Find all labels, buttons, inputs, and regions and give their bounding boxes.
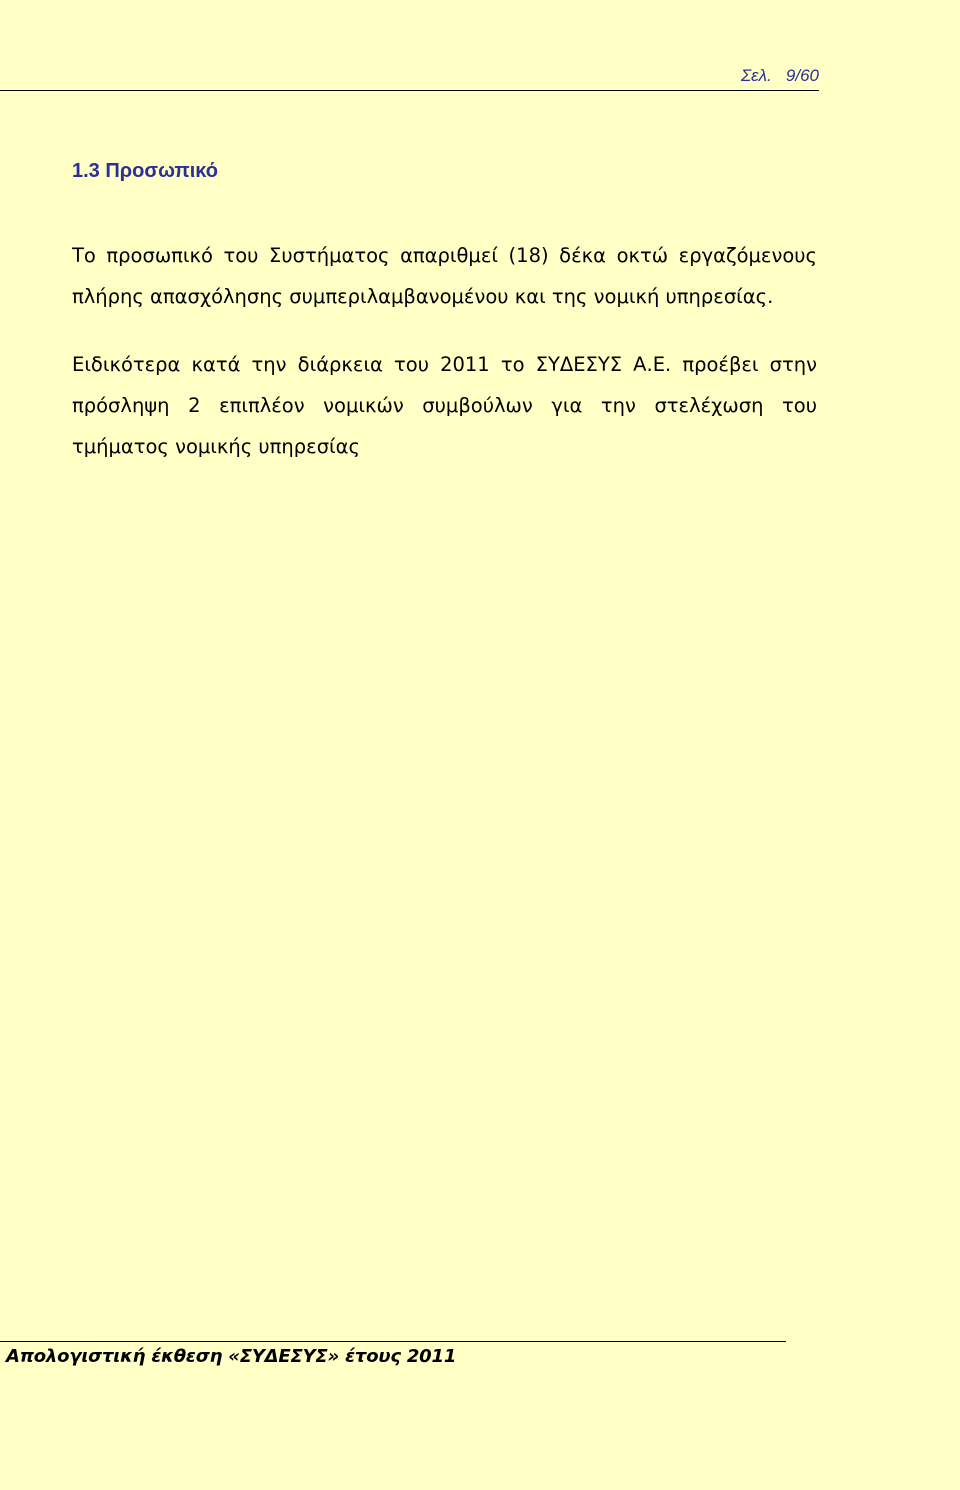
footer-divider — [0, 1341, 786, 1342]
page-header — [0, 66, 819, 91]
paragraph-legal-hiring: Ειδικότερα κατά την διάρκεια του 2011 το ΣΥΔΕΣΥΣ Α.Ε. προέβει στην πρόσληψη 2 επιπλέον νομικών συμβούλων για την στελέχωση του τμήματος νομικής υπηρεσίας — [72, 353, 817, 458]
section-title: 1.3 Προσωπικό — [72, 160, 218, 182]
footer-title: Απολογιστική έκθεση «ΣΥΔΕΣΥΣ» έτους 2011 — [6, 1346, 457, 1367]
page-number: Σελ. 9/60 — [740, 66, 819, 85]
paragraph-staff-count: Το προσωπικό του Συστήματος απαριθμεί (18) δέκα οκτώ εργαζόμενους πλήρης απασχόλησης συμπεριλαμβανομένου και της νομική υπηρεσίας. — [72, 244, 817, 308]
